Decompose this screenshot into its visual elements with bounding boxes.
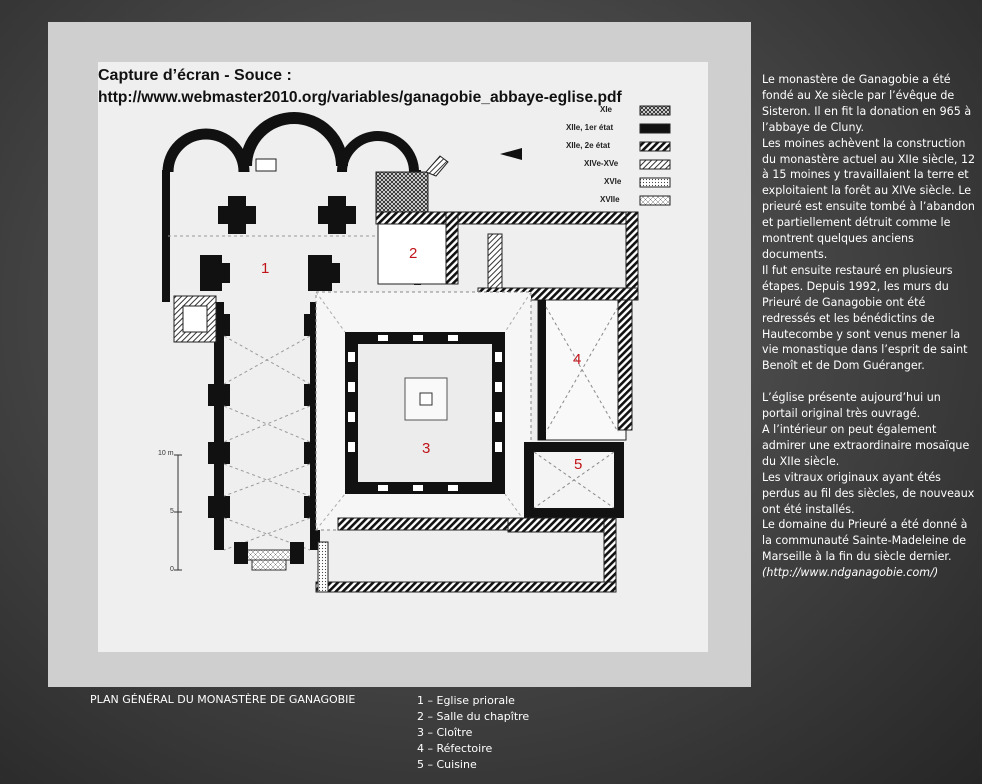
description-paragraph: Le monastère de Ganagobie a été fondé au Xe siècle par l’évêque de Sisteron. Il en fit la donation en 965 à l’abbaye de Cluny. — [762, 73, 972, 134]
description-paragraph: A l’intérieur on peut également admirer une extraordinaire mosaïque du XIIe siècle. — [762, 423, 970, 468]
description-paragraph: Il fut ensuite restauré en plusieurs étapes. Depuis 1992, les murs du Prieuré de Ganagobie ont été redressés et les bénédictins de Hautecombe y sont venus mener la vie monastique dans l’esprit de saint Benoît et de Dom Guéranger. — [762, 263, 968, 373]
room-legend-item: 2 – Salle du chapître — [417, 710, 530, 723]
scale-label-10m: 10 m — [158, 450, 174, 457]
room-number-refectory: 4 — [573, 351, 582, 368]
description-paragraph: Le domaine du Prieuré a été donné à la communauté Sainte-Madeleine de Marseille à la fin du siècle dernier. — [762, 518, 968, 564]
scale-label-5: 5 — [170, 508, 174, 515]
room-legend-item: 1 – Eglise priorale — [417, 694, 515, 707]
cloister — [316, 292, 531, 530]
legend-label-xie: XIe — [600, 105, 613, 114]
legend-label-xvie: XVIe — [604, 177, 622, 186]
plan-plate — [48, 22, 751, 687]
description-panel — [762, 72, 976, 581]
legend-label-xviie: XVIIe — [600, 195, 620, 204]
caption-title: Capture d’écran - Souce : — [98, 67, 292, 84]
refectory — [538, 300, 632, 440]
description-source: (http://www.ndganagobie.com/) — [762, 566, 939, 580]
room-legend-item: 3 – Cloître — [417, 726, 473, 739]
room-legend-item: 5 – Cuisine — [417, 758, 477, 771]
room-legend-list — [417, 693, 529, 773]
room-number-church: 1 — [261, 260, 270, 277]
description-paragraph: Les vitraux originaux ayant étés perdus au fil des siècles, de nouveaux ont été installés. — [762, 470, 975, 516]
scale-label-0: 0 — [170, 566, 174, 573]
description-paragraph: L’église présente aujourd’hui un portail original très ouvragé. — [762, 391, 941, 421]
kitchen — [524, 442, 624, 518]
legend-label-xiie-2: XIIe, 2e état — [566, 141, 611, 150]
plan-title: PLAN GÉNÉRAL DU MONASTÈRE DE GANAGOBIE — [90, 693, 356, 706]
monastery-floor-plan — [48, 22, 751, 687]
caption-source-url: http://www.webmaster2010.org/variables/ganagobie_abbaye-eglise.pdf — [98, 89, 622, 106]
room-legend-item: 4 – Réfectoire — [417, 742, 493, 755]
room-number-chapter-house: 2 — [409, 245, 418, 262]
room-number-kitchen: 5 — [574, 456, 583, 473]
room-number-cloister: 3 — [422, 440, 431, 457]
legend-label-xive-xve: XIVe-XVe — [584, 159, 619, 168]
description-paragraph: Les moines achèvent la construction du monastère actuel au XIIe siècle, 12 à 15 moines y travaillaient la terre et exploitaient la forêt au XIVe siècle. Le prieuré est ensuite tombé à l’abandon et partiellement détruit comme le montrent quelques anciens documents. — [762, 136, 976, 261]
legend-label-xiie-1: XIIe, 1er état — [566, 123, 614, 132]
